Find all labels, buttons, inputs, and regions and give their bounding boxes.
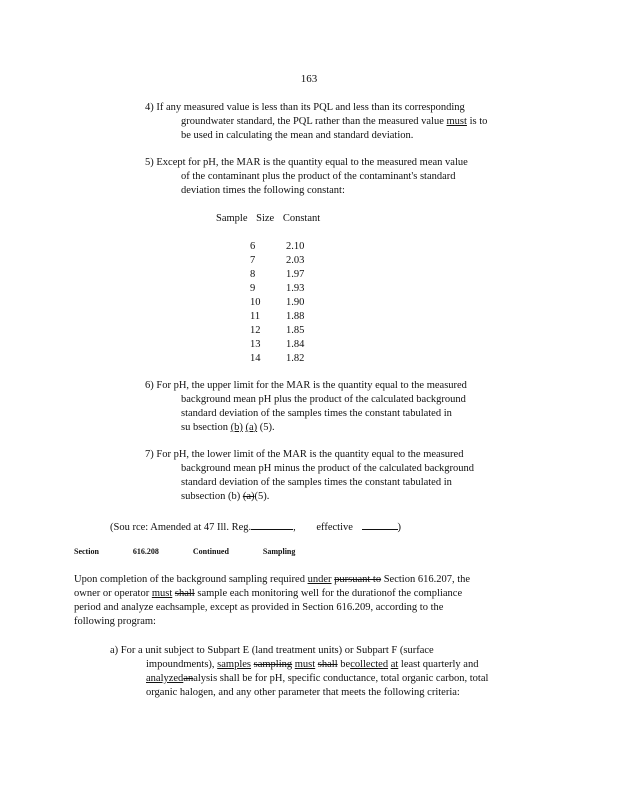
inserted-must: must xyxy=(294,659,316,670)
constant-cell: 1.93 xyxy=(286,283,305,294)
deleted-pursuant-to: pursuant to xyxy=(334,574,382,585)
item-7-line-4 xyxy=(145,490,545,504)
deleted-shall: shall xyxy=(174,588,195,599)
para-line-4: following program: xyxy=(74,616,156,627)
deleted-sampling: sampling xyxy=(253,659,293,670)
deleted-shall: shall xyxy=(317,659,338,670)
subsection-a xyxy=(110,644,540,700)
constant-table xyxy=(250,240,304,366)
inserted-under: under xyxy=(307,574,332,585)
para-text: Section 616.207, the xyxy=(381,574,471,585)
item-5-line-1: 5) Except for pH, the MAR is the quantity equal to the measured mean value xyxy=(145,157,468,168)
section-status: Continued xyxy=(192,547,229,556)
size-cell: 9 xyxy=(250,283,256,294)
inserted-must: must xyxy=(446,116,467,127)
table-row xyxy=(250,240,304,254)
table-row xyxy=(250,268,304,282)
item-7-line-2: background mean pH minus the product of the calculated background xyxy=(181,463,475,474)
table-header-sample: Sample xyxy=(216,213,248,224)
section-title: Sampling xyxy=(262,547,296,556)
para-line-1 xyxy=(74,573,534,587)
page-number: 163 xyxy=(300,73,318,85)
para-text: Upon completion of the background sampling required xyxy=(74,574,308,585)
sub-a-line-1: a) For a unit subject to Subpart E (land treatment units) or Subpart F (surface xyxy=(110,645,434,656)
source-effective: effective xyxy=(316,522,353,533)
para-text: sample each monitoring well for the durationof the compliance xyxy=(194,588,463,599)
sub-text: impoundments), xyxy=(146,659,218,670)
item-7-end: (5). xyxy=(254,491,270,502)
item-6-end: (5). xyxy=(257,422,275,433)
inserted-a: (a) xyxy=(245,422,258,433)
inserted-analyzed: analyzed xyxy=(146,673,184,684)
table-row xyxy=(250,352,304,366)
table-row xyxy=(250,282,304,296)
item-4-line-1: 4) If any measured value is less than its PQL and less than its corresponding xyxy=(145,102,465,113)
sub-a-line-4: organic halogen, and any other parameter that meets the following criteria: xyxy=(146,687,460,698)
size-cell: 8 xyxy=(250,269,256,280)
item-7-line-3: standard deviation of the samples times the constant tabulated in xyxy=(181,477,452,488)
inserted-must: must xyxy=(151,588,173,599)
constant-cell: 1.85 xyxy=(286,325,305,336)
item-5-line-3: deviation times the following constant: xyxy=(181,185,345,196)
sub-a-line-2 xyxy=(110,658,540,672)
table-header-constant: Constant xyxy=(282,213,321,224)
deleted-a: (a) xyxy=(242,491,255,502)
item-7-prefix: subsection (b) xyxy=(181,491,243,502)
source-close: ) xyxy=(397,522,402,533)
source-note xyxy=(110,518,401,535)
item-6-line-3: standard deviation of the samples times the constant tabulated in xyxy=(181,408,452,419)
deleted-an: an xyxy=(183,673,194,684)
source-comma: , xyxy=(293,522,296,533)
size-cell: 13 xyxy=(250,339,261,350)
inserted-at: at xyxy=(390,659,399,670)
item-7-line-1: 7) For pH, the lower limit of the MAR is the quantity equal to the measured xyxy=(145,449,464,460)
item-6-line-1: 6) For pH, the upper limit for the MAR is the quantity equal to the measured xyxy=(145,380,467,391)
table-row xyxy=(250,338,304,352)
constant-cell: 2.03 xyxy=(286,255,305,266)
para-text: owner or operator xyxy=(74,588,152,599)
size-cell: 12 xyxy=(250,325,261,336)
item-7 xyxy=(145,448,545,504)
table-header-size: Size xyxy=(256,213,275,224)
blank-line xyxy=(251,518,293,530)
item-6-prefix: su bsection xyxy=(181,422,231,433)
para-line-2 xyxy=(74,587,534,601)
inserted-samples: samples xyxy=(217,659,251,670)
section-heading xyxy=(74,545,327,559)
size-cell: 14 xyxy=(250,353,261,364)
table-row xyxy=(250,254,304,268)
sub-text: least quarterly and xyxy=(398,659,479,670)
size-cell: 10 xyxy=(250,297,261,308)
size-cell: 6 xyxy=(250,241,256,252)
inserted-b: (b) xyxy=(230,422,243,433)
item-4-line-2-text: groundwater standard, the PQL rather than the measured value xyxy=(181,116,444,127)
inserted-collected: collected xyxy=(350,659,389,670)
section-number: 616.208 xyxy=(132,547,159,556)
item-6-line-4 xyxy=(145,421,545,435)
constant-cell: 2.10 xyxy=(286,241,305,252)
constant-cell: 1.88 xyxy=(286,311,305,322)
item-6-line-2: background mean pH plus the product of the calculated background xyxy=(181,394,466,405)
item-4-is-to: is to xyxy=(466,116,488,127)
main-paragraph xyxy=(74,573,534,629)
blank-line xyxy=(362,518,398,530)
item-6 xyxy=(145,379,545,435)
item-4-line-3: be used in calculating the mean and standard deviation. xyxy=(181,130,414,141)
table-row xyxy=(250,296,304,310)
constant-cell: 1.90 xyxy=(286,297,305,308)
size-cell: 11 xyxy=(250,311,261,322)
sub-a-line-3 xyxy=(110,672,540,686)
item-5 xyxy=(145,156,545,198)
table-row xyxy=(250,324,304,338)
table-row xyxy=(250,310,304,324)
constant-cell: 1.82 xyxy=(286,353,305,364)
size-cell: 7 xyxy=(250,255,256,266)
item-4-line-2 xyxy=(145,115,545,129)
sub-text: alysis shall be for pH, specific conductance, total organic carbon, total xyxy=(193,673,489,684)
source-open: (Sou rce: Amended at 47 Ill. Reg. xyxy=(110,522,252,533)
table-header xyxy=(216,212,326,226)
constant-cell: 1.84 xyxy=(286,339,305,350)
constant-cell: 1.97 xyxy=(286,269,305,280)
section-label: Section xyxy=(74,547,99,556)
item-4 xyxy=(145,101,545,143)
sub-text: be xyxy=(337,659,351,670)
item-5-line-2: of the contaminant plus the product of the contaminant's standard xyxy=(181,171,456,182)
para-line-3: period and analyze eachsample, except as provided in Section 616.209, according to the xyxy=(74,602,444,613)
